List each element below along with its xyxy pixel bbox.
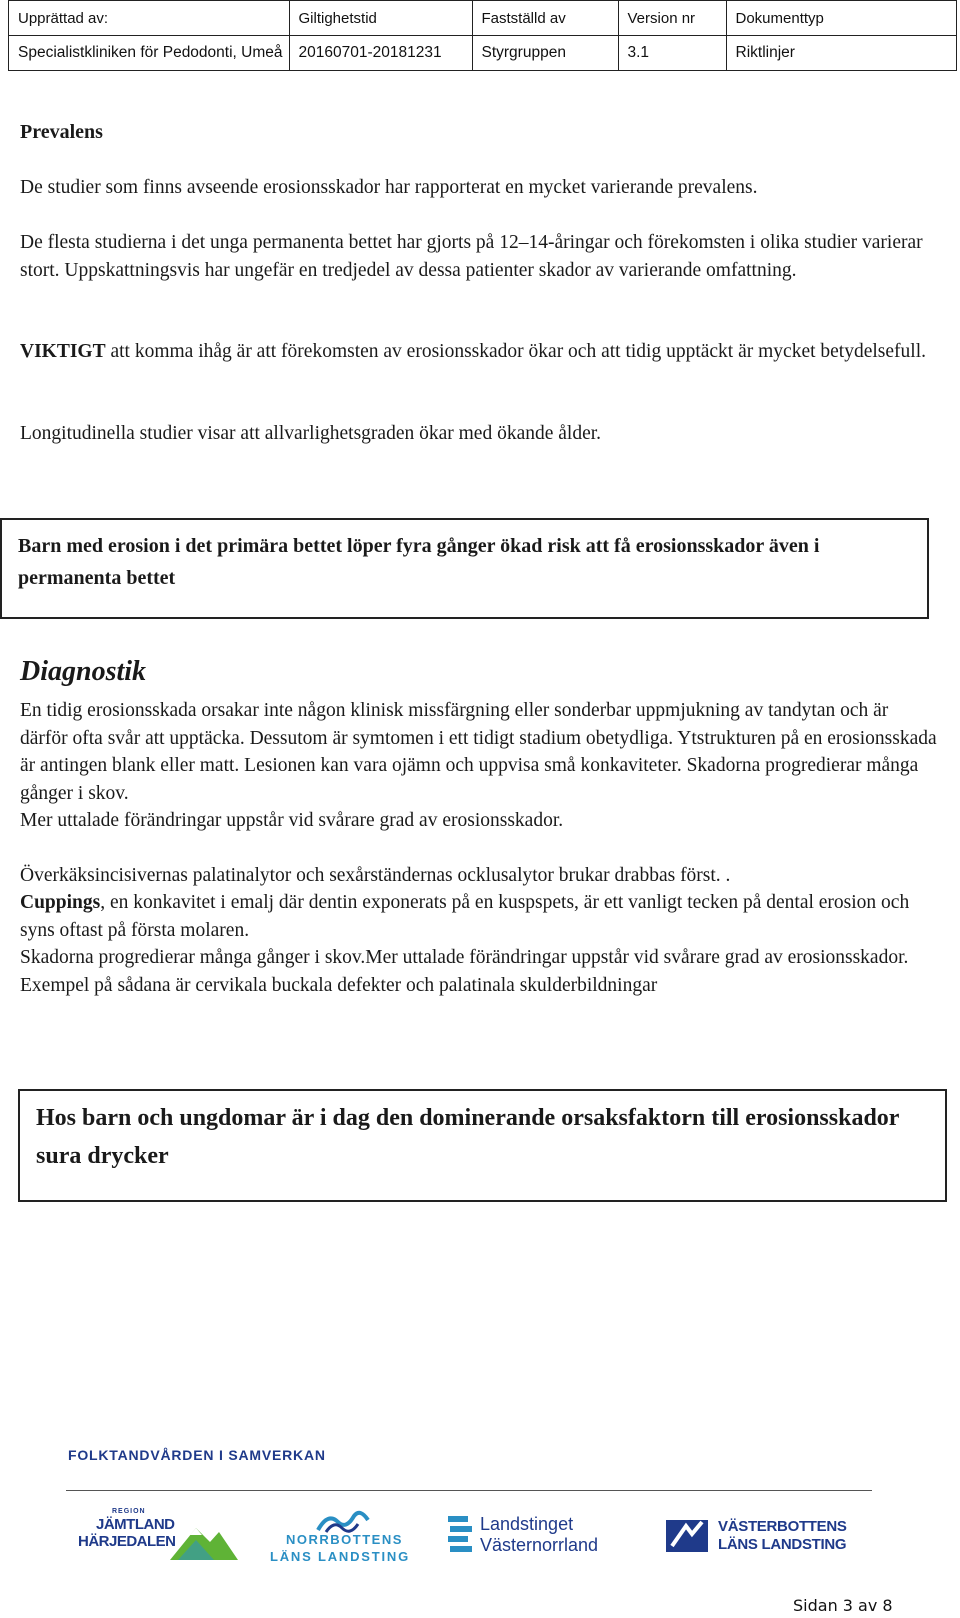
prevalens-paragraph-3-text: att komma ihåg är att förekomsten av erosionsskador ökar och att tidig upptäckt är mycket betydelsefull.: [105, 341, 926, 362]
header-label-author: Upprättad av:: [9, 1, 290, 36]
header-label-approved-by: Fastställd av: [472, 1, 618, 36]
highlight-box-risk: Barn med erosion i det primära bettet löper fyra gånger ökad risk att få erosionsskador även i permanenta bettet: [0, 518, 929, 619]
logo-jamtland-harjedalen: [78, 1508, 238, 1566]
jamtland-line1: JÄMTLAND: [96, 1516, 175, 1533]
prevalens-paragraph-1: De studier som finns avseende erosionsskador har rapporterat en mycket varierande prevalens.: [20, 177, 758, 198]
norrbotten-line1: NORRBOTTENS: [286, 1532, 403, 1547]
header-value-validity: 20160701-20181231: [289, 36, 472, 71]
vasternorrland-line2: Västernorrland: [480, 1535, 599, 1555]
section-heading-diagnostik: Diagnostik: [20, 656, 147, 687]
jamtland-region-text: REGION: [112, 1508, 146, 1515]
vasternorrland-stripes-icon: [446, 1512, 476, 1562]
norrbotten-line2: LÄNS LANDSTING: [270, 1549, 411, 1564]
header-label-version: Version nr: [618, 1, 726, 36]
vasterbotten-emblem-icon: [666, 1516, 712, 1560]
vasterbotten-line2: LÄNS LANDSTING: [718, 1536, 847, 1553]
vasternorrland-line1: Landstinget: [480, 1514, 574, 1534]
header-value-version: 3.1: [618, 36, 726, 71]
section-heading-prevalens: Prevalens: [20, 121, 103, 143]
important-label: VIKTIGT: [20, 341, 106, 362]
diagnostik-paragraph-4: [20, 889, 940, 944]
document-header-table: [8, 0, 957, 71]
header-value-doctype: Riktlinjer: [726, 36, 957, 71]
diagnostik-paragraph-3: Överkäksincisivernas palatinalytor och sexårständernas ocklusalytor brukar drabbas först. .: [20, 865, 731, 886]
header-label-doctype: Dokumenttyp: [726, 1, 957, 36]
diagnostik-paragraph-4-text: , en konkavitet i emalj där dentin exponerats på en kuspspets, är ett vanligt tecken på dental erosion och syns oftast på första molaren.: [20, 892, 910, 941]
logo-divider: [66, 1490, 872, 1491]
logo-norrbotten: [270, 1508, 420, 1566]
header-row-labels: [9, 1, 957, 36]
header-value-author: Specialistkliniken för Pedodonti, Umeå: [9, 36, 290, 71]
prevalens-paragraph-3: [20, 338, 940, 366]
header-value-approved-by: Styrgruppen: [472, 36, 618, 71]
prevalens-paragraph-4: Longitudinella studier visar att allvarlighetsgraden ökar med ökande ålder.: [20, 423, 602, 444]
prevalens-paragraph-2: De flesta studierna i det unga permanenta bettet har gjorts på 12–14-åringar och förekomsten i olika studier varierar stort. Uppskattningsvis har ungefär en tredjedel av dessa patienter skador av varierande omfattning.: [20, 232, 923, 281]
diagnostik-paragraph-2: Mer uttalade förändringar uppstår vid svårare grad av erosionsskador.: [20, 810, 564, 831]
header-label-validity: Giltighetstid: [289, 1, 472, 36]
logo-vasternorrland: [446, 1508, 616, 1566]
vasterbotten-line1: VÄSTERBOTTENS: [718, 1518, 847, 1535]
header-row-values: [9, 36, 957, 71]
highlight-box-cause: Hos barn och ungdomar är i dag den dominerande orsaksfaktorn till erosionsskador sura drycker: [18, 1089, 947, 1202]
page-number: Sidan 3 av 8: [793, 1596, 893, 1615]
cuppings-label: Cuppings: [20, 892, 101, 913]
diagnostik-paragraph-1: En tidig erosionsskada orsakar inte någon klinisk missfärgning eller sonderbar uppmjukning av tandytan och är därför ofta svår att upptäcka. Dessutom är symtomen i ett tidigt stadium obetydliga. Ytstrukturen på en erosionsskada är antingen blank eller matt. Lesionen kan vara ojämn och uppvisa små konkaviteter. Skadorna progredierar många gånger i skov.: [20, 700, 937, 804]
collaboration-caption: FOLKTANDVÅRDEN I SAMVERKAN: [68, 1447, 326, 1463]
logo-vasterbotten: [666, 1508, 856, 1566]
diagnostik-paragraph-5: Skadorna progredierar många gånger i skov.Mer uttalade förändringar uppstår vid svårare grad av erosionsskador. Exempel på sådana är cervikala buckala defekter och palatinala skulderbildningar: [20, 947, 909, 996]
jamtland-line2: HÄRJEDALEN: [78, 1533, 176, 1550]
